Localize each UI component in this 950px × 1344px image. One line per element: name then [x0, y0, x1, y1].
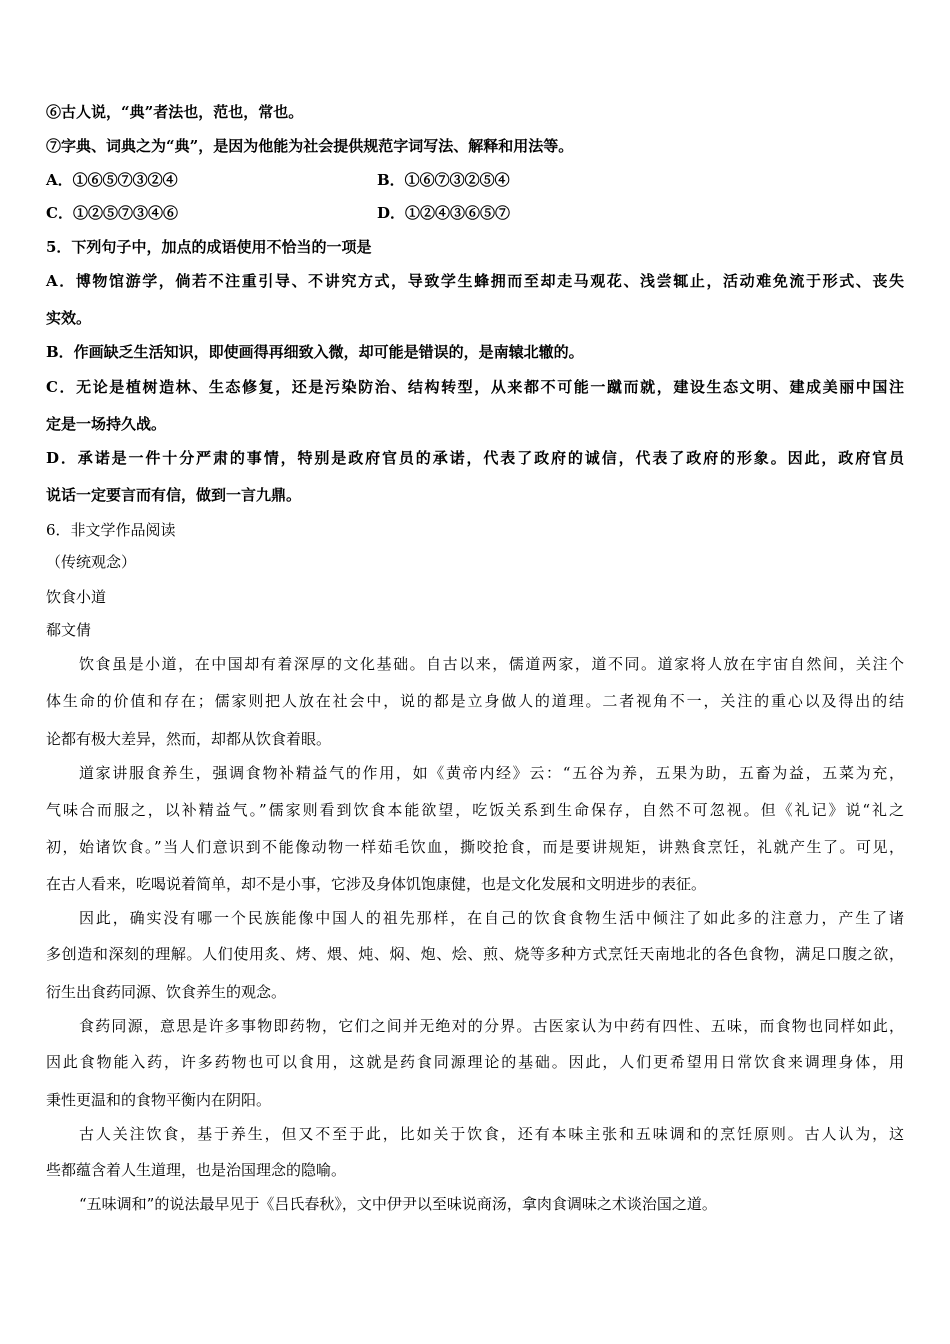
article-title: 饮食小道 — [46, 588, 107, 606]
paragraph-4-line: 食药同源，意思是许多事物即药物，它们之间并无绝对的分界。古医家认为中药有四性、五味，而食物也同样如此， — [79, 1017, 904, 1035]
paragraph-2-line: 气味合而服之，以补精益气。”儒家则看到饮食本能欲望，吃饭关系到生命保存，自然不可忽视。但《礼记》说“礼之 — [46, 801, 904, 819]
paragraph-4-line: 秉性更温和的食物平衡内在阴阳。 — [46, 1091, 272, 1109]
q5-option-c-line1[interactable]: C．无论是植树造林、生态修复，还是污染防治、结构转型，从来都不可能一蹴而就，建设生态文明、建成美丽中国注 — [46, 378, 904, 396]
q6-stem: 6．非文学作品阅读 — [46, 521, 176, 539]
paragraph-2-line: 初，始诸饮食。”当人们意识到不能像动物一样茹毛饮血，撕咬抢食，而是要讲规矩，讲熟食烹饪，礼就产生了。可见， — [46, 838, 904, 856]
q4-statement-7: ⑦字典、词典之为“典”，是因为他能为社会提供规范字词写法、解释和用法等。 — [46, 137, 574, 155]
paragraph-3-line: 因此，确实没有哪一个民族能像中国人的祖先那样，在自己的饮食食物生活中倾注了如此多的注意力，产生了诸 — [79, 909, 904, 927]
paragraph-1-line: 饮食虽是小道，在中国却有着深厚的文化基础。自古以来，儒道两家，道不同。道家将人放在宇宙自然间，关注个 — [79, 655, 904, 673]
q5-option-d-line2[interactable]: 说话一定要言而有信，做到一言九鼎。 — [46, 486, 302, 504]
q5-stem: 5．下列句子中，加点的成语使用不恰当的一项是 — [46, 238, 372, 256]
paragraph-5-line: 些都蕴含着人生道理，也是治国理念的隐喻。 — [46, 1161, 347, 1179]
paragraph-1-line: 论都有极大差异，然而，却都从饮食着眼。 — [46, 730, 332, 748]
q4-option-b[interactable]: B．①⑥⑦③②⑤④ — [377, 171, 510, 189]
q5-option-d-line1[interactable]: D．承诺是一件十分严肃的事情，特别是政府官员的承诺，代表了政府的诚信，代表了政府的形象。因此，政府官员 — [46, 449, 904, 467]
paragraph-3-line: 衍生出食药同源、饮食养生的观念。 — [46, 983, 287, 1001]
paragraph-4-line: 因此食物能入药，许多药物也可以食用，这就是药食同源理论的基础。因此，人们更希望用日常饮食来调理身体，用 — [46, 1053, 904, 1071]
q5-option-a-line2[interactable]: 实效。 — [46, 309, 92, 327]
q4-option-a[interactable]: A．①⑥⑤⑦③②④ — [46, 171, 178, 189]
q4-statement-6: ⑥古人说，“典”者法也，范也，常也。 — [46, 103, 304, 121]
q5-option-b[interactable]: B．作画缺乏生活知识，即使画得再细致入微，却可能是错误的，是南辕北辙的。 — [46, 343, 584, 361]
paragraph-1-line: 体生命的价值和存在；儒家则把人放在社会中，说的都是立身做人的道理。二者视角不一，关注的重心以及得出的结 — [46, 692, 904, 710]
q4-option-c[interactable]: C．①②⑤⑦③④⑥ — [46, 204, 178, 222]
q5-option-c-line2[interactable]: 定是一场持久战。 — [46, 415, 167, 433]
paragraph-2-line: 道家讲服食养生，强调食物补精益气的作用，如《黄帝内经》云：“五谷为养，五果为助，五畜为益，五菜为充， — [79, 764, 904, 782]
article-author: 郗文倩 — [46, 621, 92, 639]
paragraph-5-line: 古人关注饮食，基于养生，但又不至于此，比如关于饮食，还有本味主张和五味调和的烹饪原则。古人认为，这 — [79, 1125, 904, 1143]
paragraph-6-line: “五味调和”的说法最早见于《吕氏春秋》，文中伊尹以至味说商汤，拿肉食调味之术谈治国之道。 — [79, 1195, 717, 1213]
q4-option-d[interactable]: D．①②④③⑥⑤⑦ — [377, 204, 511, 222]
paragraph-2-line: 在古人看来，吃喝说着简单，却不是小事，它涉及身体饥饱康健，也是文化发展和文明进步的表征。 — [46, 875, 707, 893]
q5-option-a-line1[interactable]: A．博物馆游学，倘若不注重引导、不讲究方式，导致学生蜂拥而至却走马观花、浅尝辄止，活动难免流于形式、丧失 — [46, 272, 904, 290]
q6-category: （传统观念） — [46, 553, 137, 571]
paragraph-3-line: 多创造和深刻的理解。人们使用炙、烤、煨、炖、焖、炮、烩、煎、烧等多种方式烹饪天南地北的各色食物，满足口腹之欲， — [46, 945, 904, 963]
